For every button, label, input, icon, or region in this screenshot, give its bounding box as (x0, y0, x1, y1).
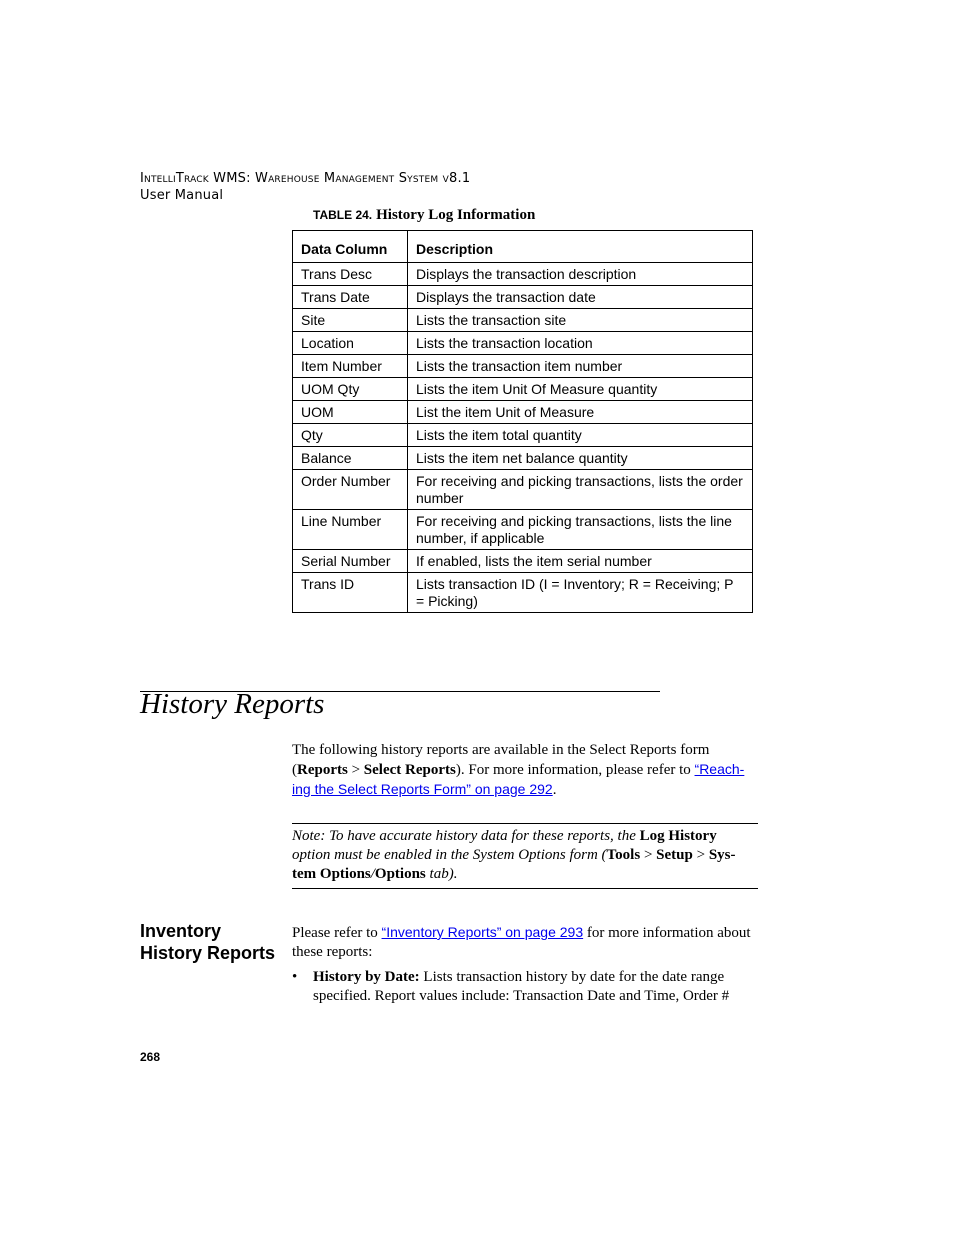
table-cell: Lists the item total quantity (408, 424, 753, 447)
intro-text: The following history reports are available in the Select Reports form ( (292, 742, 710, 778)
table-row (293, 401, 753, 424)
option-log-history: Log History (639, 828, 717, 844)
page-number: 268 (140, 1050, 161, 1064)
report-description: Lists transaction history by date for the date range specified. Report values include: Transaction Date and Time, Order # (313, 969, 730, 1004)
table-caption (313, 206, 535, 224)
table-label: TABLE 24. (313, 208, 373, 222)
table-cell: Lists the transaction item number (408, 355, 753, 378)
bullet-text (313, 968, 758, 1006)
table-cell: If enabled, lists the item serial number (408, 550, 753, 573)
note-text: tab). (425, 866, 458, 882)
menu-select-reports: Select Reports (363, 762, 456, 778)
table-row (293, 332, 753, 355)
menu-reports: Reports (297, 762, 348, 778)
intro-text: ). For more information, please refer to (455, 762, 695, 778)
tab-options: Options (374, 866, 426, 882)
table-cell: List the item Unit of Measure (408, 401, 753, 424)
report-name: History by Date: (313, 969, 420, 985)
table-row (293, 263, 753, 286)
table-cell: Lists the transaction location (408, 332, 753, 355)
menu-separator: > (640, 847, 657, 863)
table-row (293, 510, 753, 550)
table-cell: Lists the item net balance quantity (408, 447, 753, 470)
table-row (293, 355, 753, 378)
menu-setup: Setup (656, 847, 693, 863)
inventory-reports-link[interactable]: “Inventory Reports” on page 293 (381, 924, 584, 940)
table-row (293, 470, 753, 510)
table-row (293, 378, 753, 401)
note-text: Note: To have accurate history data for these reports, the (292, 828, 640, 844)
table-row (293, 286, 753, 309)
table-title: History Log Information (376, 207, 536, 223)
subsection-heading: Inventory History Reports (140, 921, 276, 963)
inventory-text: Please refer to (292, 925, 382, 941)
table-cell: Lists the transaction site (408, 309, 753, 332)
table-cell: Site (293, 309, 408, 332)
table-cell: Qty (293, 424, 408, 447)
select-reports-form-link[interactable]: “Reach-ing the Select Reports Form” on page 292 (292, 761, 745, 797)
inventory-text: for more information about these reports: (292, 925, 751, 960)
menu-separator: > (692, 847, 709, 863)
bullet-marker: • (292, 969, 298, 985)
table-cell: UOM (293, 401, 408, 424)
manual-title: IntelliTrack WMS: Warehouse Management System v8.1 (140, 171, 471, 186)
table-cell: Line Number (293, 510, 408, 550)
menu-tools: Tools (606, 847, 641, 863)
section-title: History Reports (140, 688, 325, 720)
table-cell: Displays the transaction description (408, 263, 753, 286)
table-cell: Lists transaction ID (I = Inventory; R = Receiving; P = Picking) (408, 573, 753, 613)
table-cell: For receiving and picking transactions, lists the line number, if applicable (408, 510, 753, 550)
table-cell: Trans Desc (293, 263, 408, 286)
table-cell: Order Number (293, 470, 408, 510)
table-cell: Item Number (293, 355, 408, 378)
table-row (293, 550, 753, 573)
inventory-paragraph (292, 923, 758, 962)
table-cell: UOM Qty (293, 378, 408, 401)
history-log-table (292, 230, 753, 613)
table-row (293, 573, 753, 613)
table-cell: Lists the item Unit Of Measure quantity (408, 378, 753, 401)
table-row (293, 447, 753, 470)
note-text: option must be enabled in the System Options form ( (292, 847, 607, 863)
menu-slash: / (370, 866, 375, 882)
note-box (292, 823, 758, 889)
menu-system-options: Sys-tem Options (292, 847, 736, 882)
table-cell: For receiving and picking transactions, lists the order number (408, 470, 753, 510)
running-header (140, 170, 470, 204)
intro-text: . (552, 782, 557, 798)
intro-paragraph (292, 741, 758, 800)
table-cell: Location (293, 332, 408, 355)
table-cell: Balance (293, 447, 408, 470)
manual-subtitle: User Manual (140, 188, 224, 203)
column-header: Description (408, 231, 753, 263)
table-cell: Displays the transaction date (408, 286, 753, 309)
table-cell: Serial Number (293, 550, 408, 573)
column-header: Data Column (293, 231, 408, 263)
menu-separator: > (347, 762, 364, 778)
table-row (293, 309, 753, 332)
table-cell: Trans ID (293, 573, 408, 613)
table-row (293, 424, 753, 447)
table-header-row (293, 231, 753, 263)
table-cell: Trans Date (293, 286, 408, 309)
